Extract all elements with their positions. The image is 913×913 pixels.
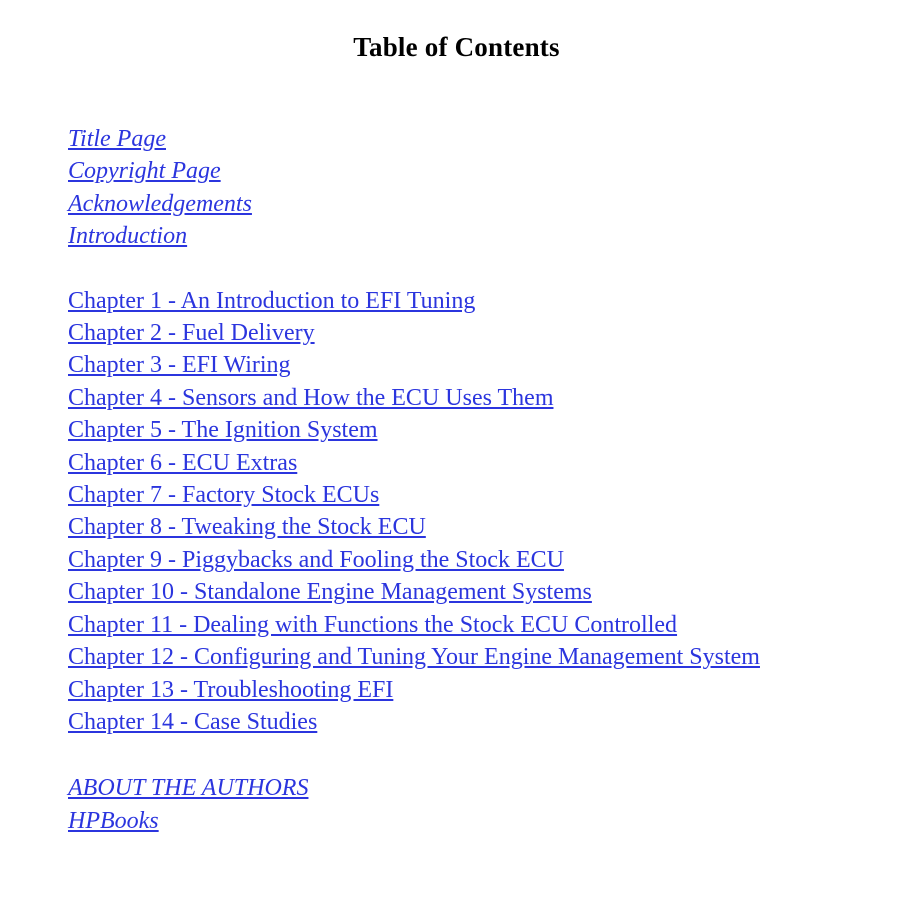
- toc-link-about-the-authors[interactable]: ABOUT THE AUTHORS: [68, 775, 309, 802]
- toc-list: [0, 123, 913, 837]
- toc-link-chapter-2[interactable]: Chapter 2 - Fuel Delivery: [68, 320, 315, 347]
- toc-link-chapter-10[interactable]: Chapter 10 - Standalone Engine Management Systems: [68, 579, 592, 606]
- toc-link-title-page[interactable]: Title Page: [68, 126, 166, 152]
- toc-link-chapter-11[interactable]: Chapter 11 - Dealing with Functions the Stock ECU Controlled: [68, 611, 678, 638]
- toc-link-chapter-7[interactable]: Chapter 7 - Factory Stock ECUs: [68, 482, 380, 509]
- toc-link-acknowledgements[interactable]: Acknowledgements: [68, 190, 252, 217]
- toc-link-chapter-3[interactable]: Chapter 3 - EFI Wiring: [68, 352, 291, 379]
- toc-link-chapter-12[interactable]: Chapter 12 - Configuring and Tuning Your Engine Management System: [68, 644, 760, 671]
- toc-link-introduction[interactable]: Introduction: [68, 223, 188, 250]
- page-title: Table of Contents: [353, 32, 560, 62]
- toc-link-chapter-6[interactable]: Chapter 6 - ECU Extras: [68, 449, 298, 476]
- toc-link-chapter-13[interactable]: Chapter 13 - Troubleshooting EFI: [68, 676, 394, 703]
- toc-link-chapter-1[interactable]: Chapter 1 - An Introduction to EFI Tuning: [68, 287, 476, 314]
- toc-link-hpbooks[interactable]: HPBooks: [68, 807, 159, 834]
- toc-link-copyright-page[interactable]: Copyright Page: [68, 158, 221, 185]
- toc-group-chapters: [68, 285, 873, 739]
- toc-group-back-matter: [68, 772, 873, 837]
- toc-link-chapter-5[interactable]: Chapter 5 - The Ignition System: [68, 417, 378, 444]
- toc-link-chapter-14[interactable]: Chapter 14 - Case Studies: [68, 708, 318, 735]
- toc-link-chapter-9[interactable]: Chapter 9 - Piggybacks and Fooling the Stock ECU: [68, 546, 564, 573]
- toc-link-chapter-8[interactable]: Chapter 8 - Tweaking the Stock ECU: [68, 514, 426, 541]
- toc-group-front-matter: [68, 123, 873, 253]
- toc-link-chapter-4[interactable]: Chapter 4 - Sensors and How the ECU Uses Them: [68, 384, 554, 411]
